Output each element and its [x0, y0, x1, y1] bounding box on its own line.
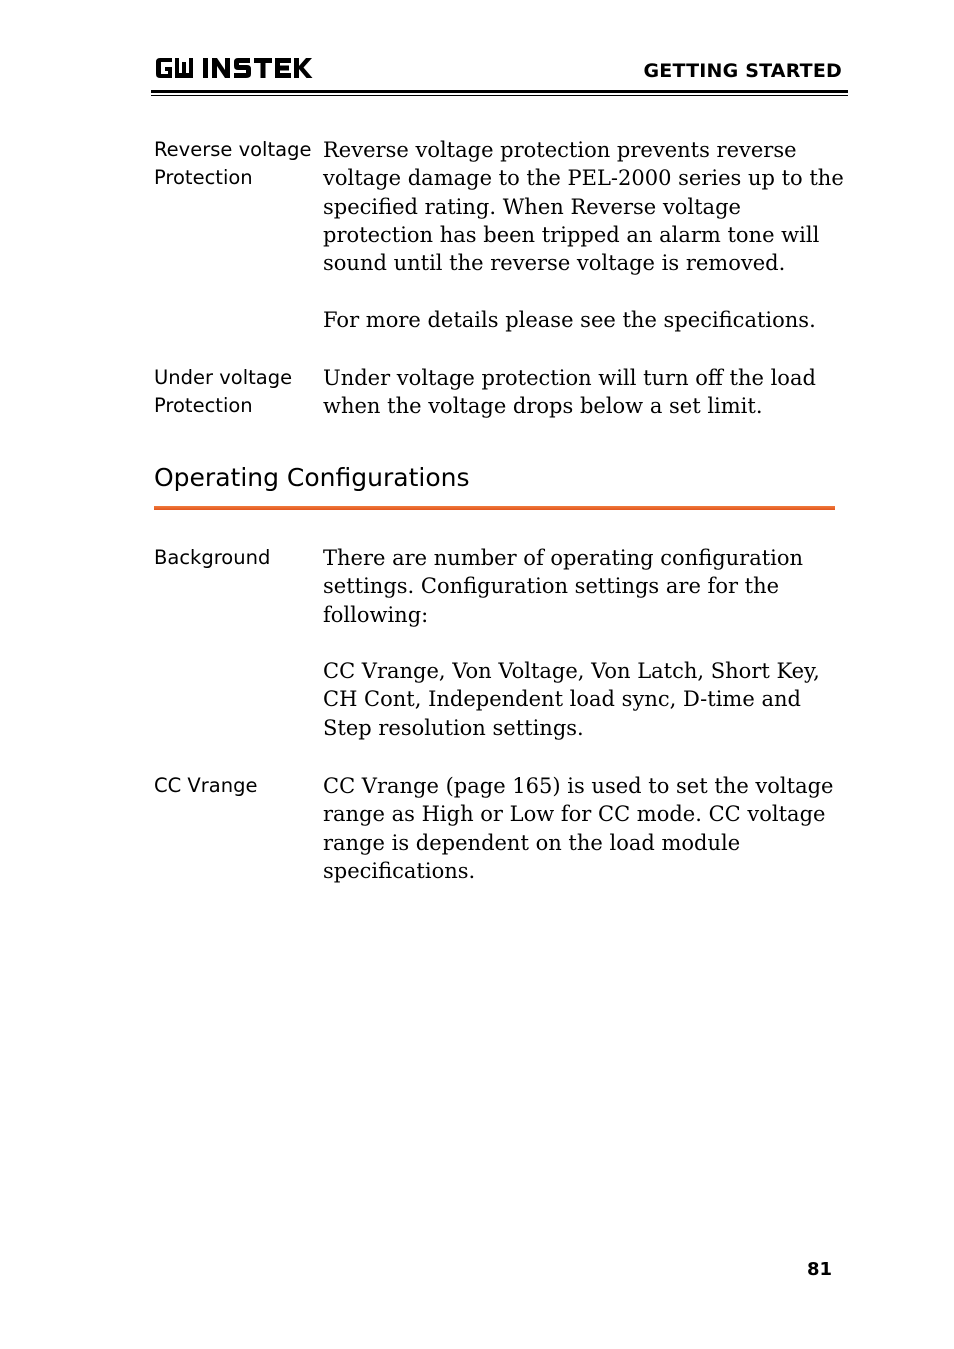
paragraph: CC Vrange, Von Voltage, Von Latch, Short Key, CH Cont, Independent load sync, D-time and Step resolution settings. [323, 659, 820, 740]
section-heading-rule [154, 506, 835, 510]
paragraph: CC Vrange (page 165) is used to set the voltage range as High or Low for CC mode. CC voltage range is dependent on the load module specifications. [323, 774, 834, 883]
label-line: Protection [154, 165, 253, 189]
gw-instek-logo [154, 54, 324, 82]
section-heading: Operating Configurations [154, 463, 470, 492]
label-line: Reverse voltage [154, 138, 312, 161]
under-voltage-label [154, 364, 314, 419]
reverse-voltage-description [323, 136, 853, 334]
paragraph: For more details please see the specifications. [323, 307, 816, 332]
cc-vrange-description [323, 772, 853, 885]
label-line: Under voltage [154, 366, 293, 389]
gw-instek-logo-graphic [154, 54, 324, 82]
reverse-voltage-label [154, 136, 314, 191]
under-voltage-description [323, 364, 853, 421]
paragraph: Under voltage protection will turn off the load when the voltage drops below a set limit. [323, 366, 816, 419]
paragraph: There are number of operating configuration settings. Configuration settings are for the following: [323, 546, 804, 627]
header-rule-thin [151, 95, 848, 96]
cc-vrange-label: CC Vrange [154, 774, 258, 797]
background-label: Background [154, 546, 271, 569]
label-line: Protection [154, 393, 253, 417]
background-description [323, 544, 853, 742]
paragraph: Reverse voltage protection prevents reverse voltage damage to the PEL-2000 series up to the specified rating. When Reverse voltage protection has been tripped an alarm tone will sound until the reverse voltage is removed. [323, 138, 844, 276]
page-number: 81 [806, 1259, 832, 1280]
header-rule [151, 90, 848, 93]
running-header: GETTING STARTED [643, 60, 842, 82]
